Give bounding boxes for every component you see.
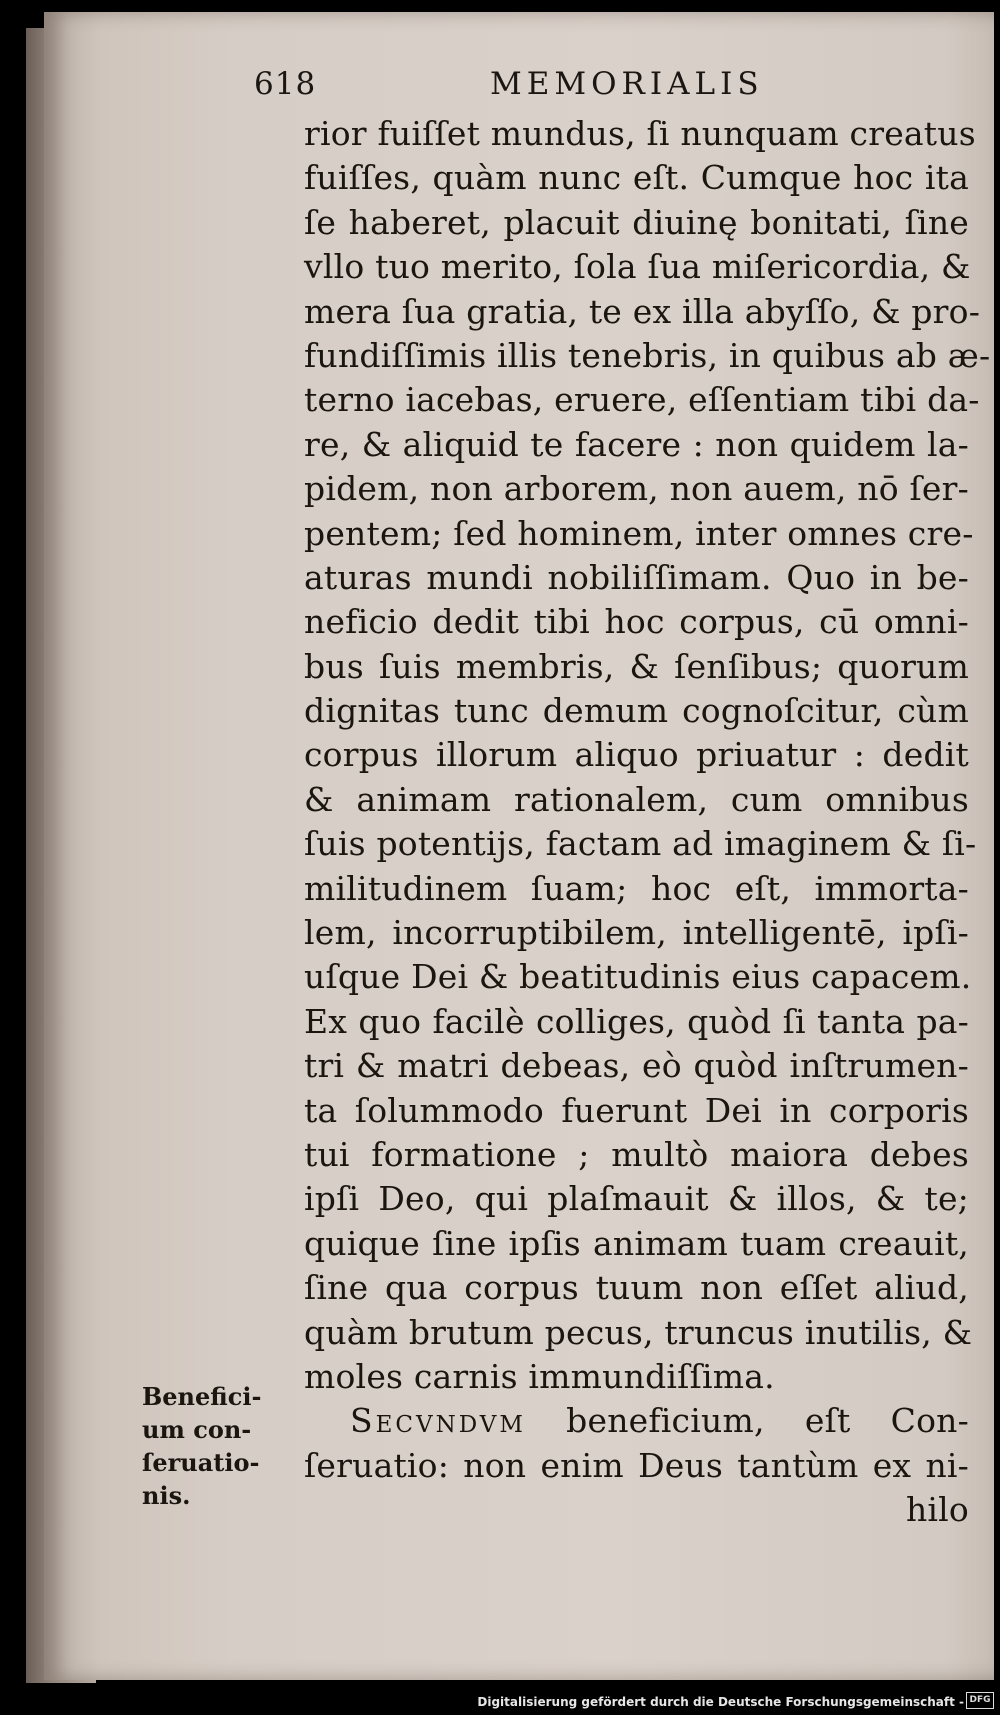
text-line: aturas mundi nobiliſſimam. Quo in be-: [304, 557, 969, 597]
text-line: pentem; ſed hominem, inter omnes cre-: [304, 513, 974, 553]
text-line: neficio dedit tibi hoc corpus, cū omni-: [304, 602, 969, 642]
text-line: mera ſua gratia, te ex illa abyſſo, & pro-: [304, 291, 981, 331]
text-line: quique ſine ipſis animam tuam creauit,: [304, 1223, 969, 1263]
text-line: tri & matri debeas, eò quòd inſtrumen-: [304, 1046, 969, 1086]
footer-bar: [0, 1685, 1000, 1715]
text-line: ſuis potentijs, factam ad imaginem & ſi-: [304, 824, 977, 864]
text-line: rior fuiſſet mundus, ſi nunquam creatus: [304, 114, 976, 153]
margin-note-line: ſeruatio-: [142, 1448, 260, 1477]
catchword: hilo: [905, 1490, 969, 1530]
text-line: fuiſſes, quàm nunc eſt. Cumque hoc ita: [304, 158, 969, 198]
text-line: & animam rationalem, cum omnibus: [304, 779, 969, 819]
section-lead-word: Secvndvm: [350, 1401, 526, 1441]
text-line: ſe haberet, placuit diuinę bonitati, ſine: [304, 202, 969, 242]
text-line: corpus illorum aliquo priuatur : dedit: [304, 735, 969, 775]
text-line: ta ſolummodo fuerunt Dei in corporis: [304, 1090, 969, 1130]
text-line: [304, 1399, 969, 1443]
text-line: moles carnis immundiſſima.: [304, 1356, 775, 1396]
text-line: militudinem ſuam; hoc eſt, immorta-: [304, 868, 969, 908]
margin-note-line: Benefici-: [142, 1382, 262, 1411]
text-line: Ex quo facilè colliges, quòd ſi tanta pa-: [304, 1001, 969, 1041]
text-line: pidem, non arborem, non auem, nō ſer-: [304, 469, 969, 509]
text-line: lem, incorruptibilem, intelligentē, ipſi-: [304, 913, 969, 953]
text-line: ſine qua corpus tuum non eſſet aliud,: [304, 1268, 969, 1308]
text-line: ipſi Deo, qui plaſmauit & illos, & te;: [304, 1179, 969, 1219]
text-line: tui formatione ; multò maiora debes: [304, 1134, 969, 1174]
margin-note: [142, 1380, 292, 1512]
margin-note-line: nis.: [142, 1481, 191, 1510]
text-line: vllo tuo merito, ſola ſua miſericordia, &: [304, 247, 971, 287]
margin-note-line: um con-: [142, 1415, 252, 1444]
section-line-rest: beneficium, eſt Con-: [525, 1401, 969, 1441]
text-line: re, & aliquid te facere : non quidem la-: [304, 424, 969, 464]
text-line: bus ſuis membris, & ſenſibus; quorum: [304, 646, 969, 686]
text-line: quàm brutum pecus, truncus inutilis, &: [304, 1312, 973, 1352]
text-line: fundiſſimis illis tenebris, in quibus ab æ-: [304, 335, 991, 375]
body-text: [304, 112, 991, 1533]
running-head: [254, 66, 814, 110]
text-line: uſque Dei & beatitudinis eius capacem.: [304, 957, 972, 997]
dfg-logo: DFG: [966, 1692, 994, 1709]
page-number: 618: [254, 66, 317, 102]
digitization-credit: Digitalisierung gefördert durch die Deutsche Forschungsgemeinschaft -: [477, 1695, 964, 1709]
running-title: MEMORIALIS: [490, 66, 764, 102]
text-line: dignitas tunc demum cognoſcitur, cùm: [304, 691, 969, 731]
text-line: terno iacebas, eruere, eſſentiam tibi da-: [304, 380, 980, 420]
text-line: ſeruatio: non enim Deus tantùm ex ni-: [304, 1445, 969, 1485]
